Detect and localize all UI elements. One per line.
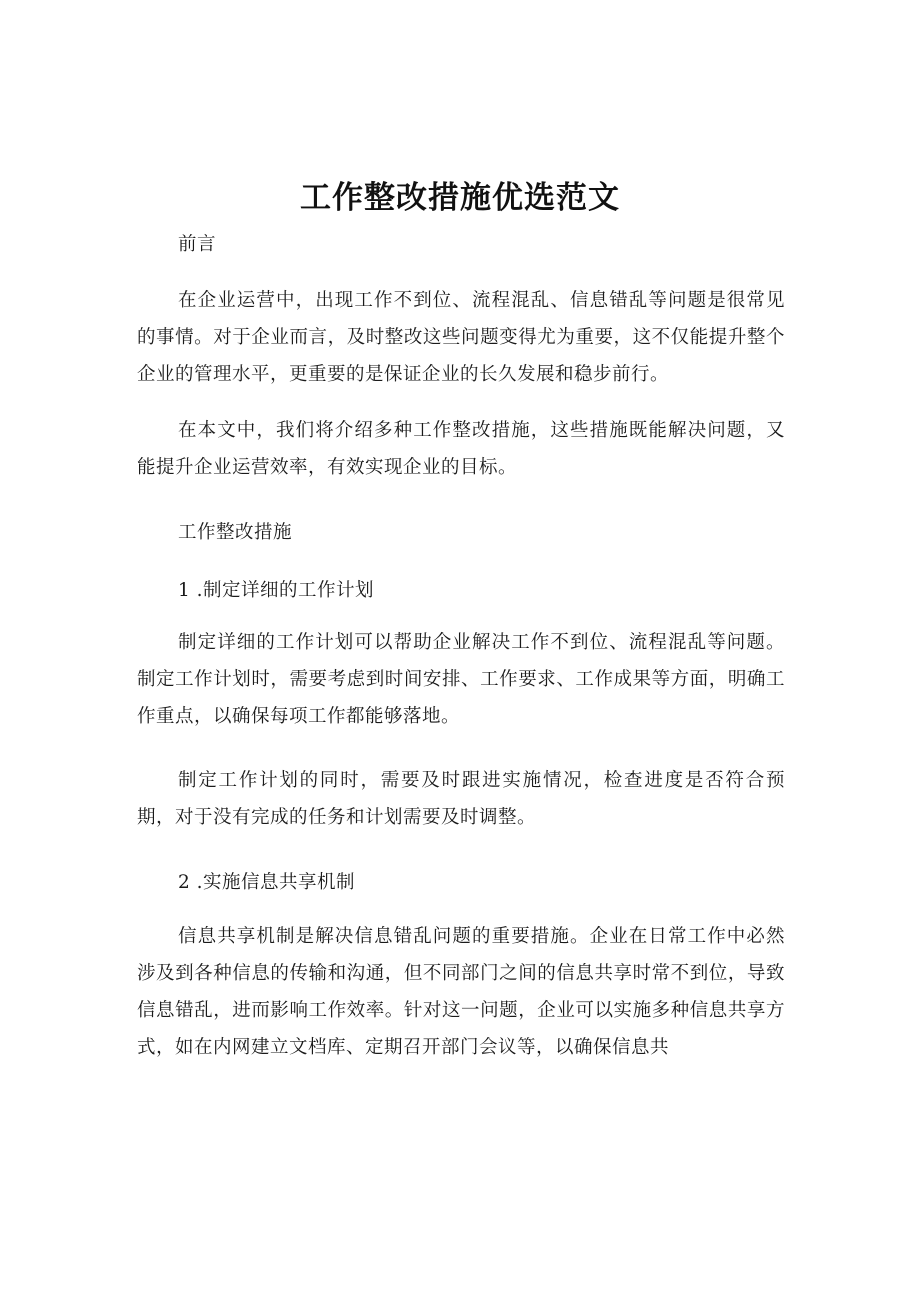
preface-paragraph-1: 在企业运营中，出现工作不到位、流程混乱、信息错乱等问题是很常见的事情。对于企业而言，及时整改这些问题变得尤为重要，这不仅能提升整个企业的管理水平，更重要的是保证企业的长久发展和稳步前行。 [137, 290, 785, 385]
document-title: 工作整改措施优选范文 [300, 180, 620, 216]
measure-2-paragraph-1: 信息共享机制是解决信息错乱问题的重要措施。企业在日常工作中必然涉及到各种信息的传输和沟通，但不同部门之间的信息共享时常不到位，导致信息错乱，进而影响工作效率。针对这一问题，企业可以实施多种信息共享方式，如在内网建立文档库、定期召开部门会议等，以确保信息共 [137, 926, 785, 1058]
measure-1-heading: 1 .制定详细的工作计划 [178, 580, 375, 601]
preface-heading: 前言 [178, 234, 217, 255]
measure-1-paragraph-2: 制定工作计划的同时，需要及时跟进实施情况，检查进度是否符合预期，对于没有完成的任务和计划需要及时调整。 [137, 770, 785, 828]
measure-1-paragraph-1: 制定详细的工作计划可以帮助企业解决工作不到位、流程混乱等问题。制定工作计划时，需要考虑到时间安排、工作要求、工作成果等方面，明确工作重点，以确保每项工作都能够落地。 [137, 632, 785, 727]
measures-heading: 工作整改措施 [178, 522, 293, 543]
preface-paragraph-2: 在本文中，我们将介绍多种工作整改措施，这些措施既能解决问题，又能提升企业运营效率，有效实现企业的目标。 [137, 420, 785, 478]
measure-2-heading: 2 .实施信息共享机制 [178, 872, 356, 893]
